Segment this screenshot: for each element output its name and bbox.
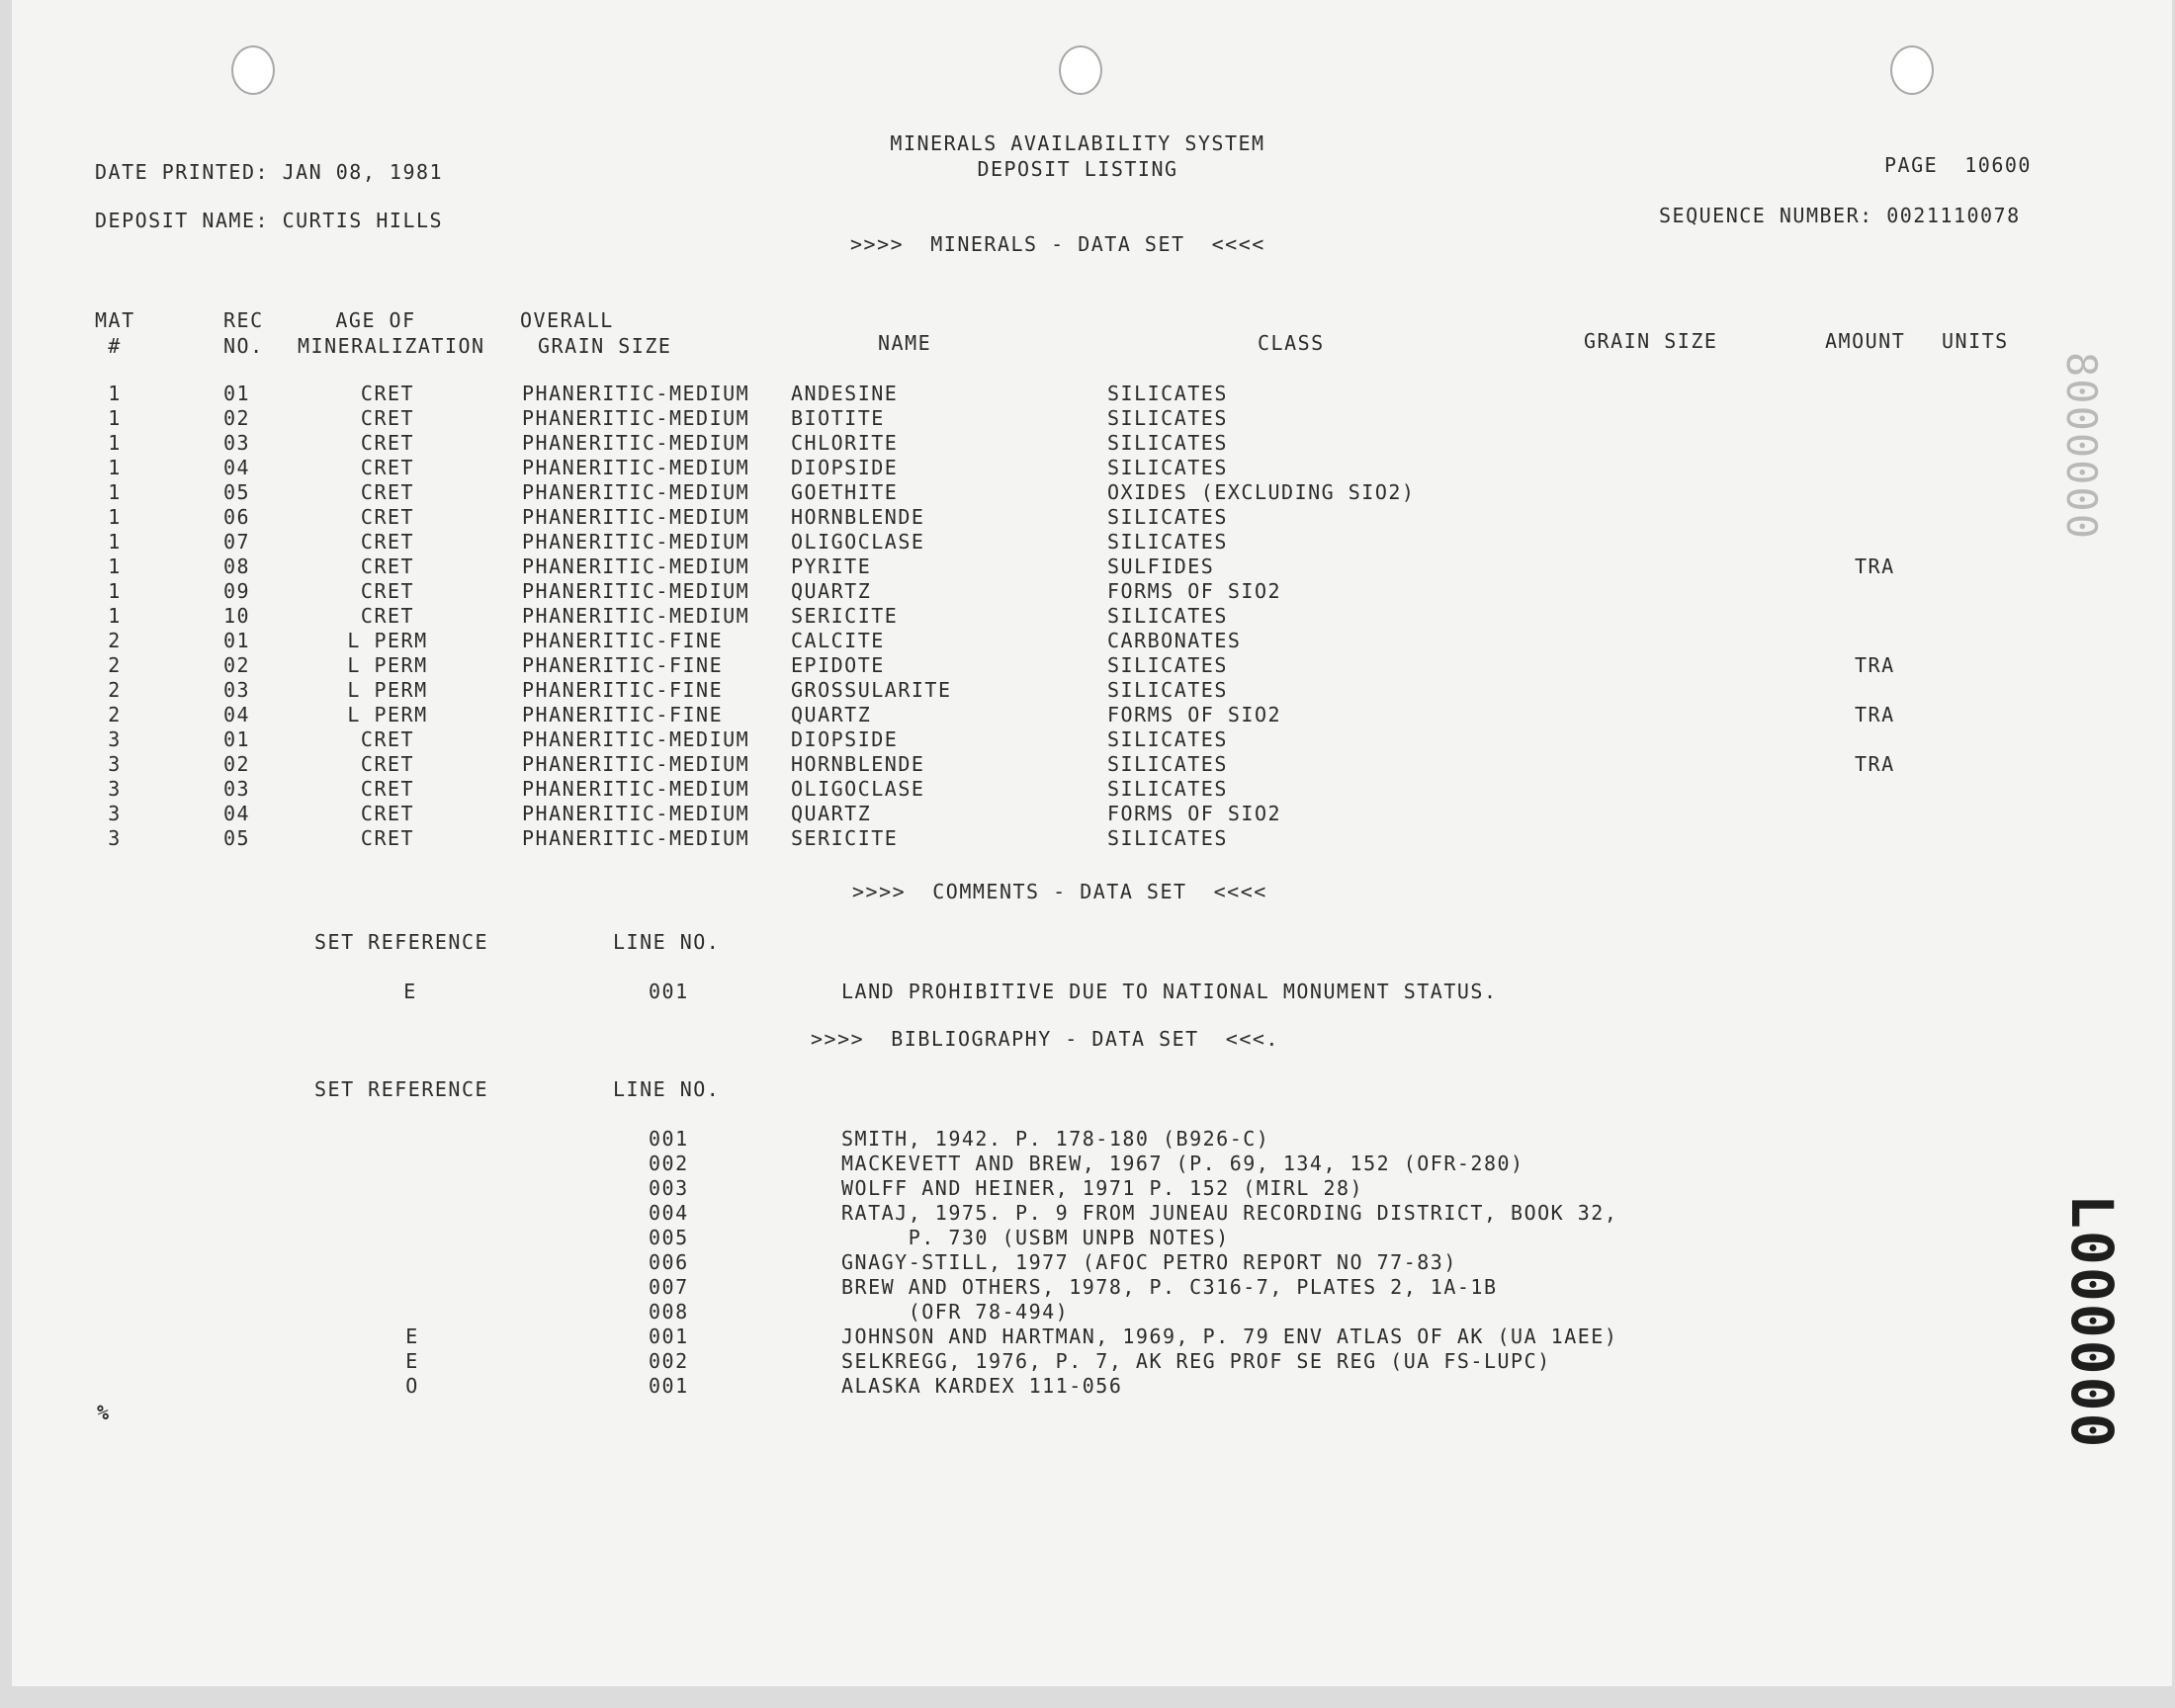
mineral-age-cell: CRET — [360, 406, 415, 430]
mineral-mat-cell: 2 — [108, 629, 122, 652]
sequence-label: SEQUENCE NUMBER: — [1659, 204, 1873, 227]
mineral-class-cell: SILICATES — [1107, 505, 1228, 529]
mineral-mat-cell: 2 — [108, 653, 122, 677]
col-header-class: CLASS — [1258, 331, 1325, 355]
mineral-rec-cell: 03 — [223, 431, 251, 455]
deposit-name — [95, 210, 443, 231]
bibliography-text-cell: BREW AND OTHERS, 1978, P. C316-7, PLATES 2, 1A-1B — [841, 1275, 1498, 1299]
mineral-amount-cell: TRA — [1855, 555, 1895, 578]
mineral-amount-cell: TRA — [1855, 653, 1895, 677]
bibliography-line-cell: 007 — [649, 1275, 689, 1299]
mineral-grain-cell: PHANERITIC-MEDIUM — [522, 505, 750, 529]
bibliography-line-cell: 002 — [649, 1152, 689, 1175]
bibliography-line-cell: 006 — [649, 1250, 689, 1274]
mineral-mat-cell: 1 — [108, 555, 122, 578]
mineral-rec-cell: 05 — [223, 826, 251, 850]
faint-sequence-stamp: 8000000 — [2057, 352, 2106, 542]
mineral-class-cell: SILICATES — [1107, 382, 1228, 405]
mineral-age-cell: CRET — [360, 530, 415, 554]
mineral-age-cell: CRET — [360, 456, 415, 479]
mineral-rec-cell: 04 — [223, 802, 251, 825]
mineral-class-cell: SILICATES — [1107, 406, 1228, 430]
col-header-units: UNITS — [1942, 329, 2009, 353]
bibliography-section-title: >>>> BIBLIOGRAPHY - DATA SET <<<. — [811, 1027, 1279, 1051]
mineral-rec-cell: 08 — [223, 555, 251, 578]
mineral-name-cell: HORNBLENDE — [791, 505, 925, 529]
comment-line-cell: 001 — [649, 980, 689, 1003]
page-label: PAGE — [1884, 153, 1939, 177]
bibliography-text-cell: SMITH, 1942. P. 178-180 (B926-C) — [841, 1127, 1270, 1151]
mineral-age-cell: CRET — [360, 382, 415, 405]
col-header-grain-size: GRAIN SIZE — [538, 334, 672, 358]
mineral-age-cell: CRET — [360, 777, 415, 801]
mineral-grain-cell: PHANERITIC-FINE — [522, 703, 724, 726]
bibliography-text-cell: SELKREGG, 1976, P. 7, AK REG PROF SE REG (UA FS-LUPC) — [841, 1349, 1551, 1373]
mineral-age-cell: CRET — [360, 431, 415, 455]
mineral-mat-cell: 1 — [108, 382, 122, 405]
mineral-age-cell: CRET — [360, 727, 415, 751]
bibliography-text-cell: RATAJ, 1975. P. 9 FROM JUNEAU RECORDING DISTRICT, BOOK 32, — [841, 1201, 1618, 1225]
listing-title: DEPOSIT LISTING — [977, 157, 1178, 181]
mineral-class-cell: SILICATES — [1107, 727, 1228, 751]
col-header-mineralization: MINERALIZATION — [298, 334, 485, 358]
mineral-name-cell: GROSSULARITE — [791, 678, 952, 702]
bibliography-line-cell: 001 — [649, 1127, 689, 1151]
mineral-grain-cell: PHANERITIC-MEDIUM — [522, 752, 750, 776]
comments-line-no-header: LINE NO. — [613, 930, 721, 954]
mineral-age-cell: CRET — [360, 480, 415, 504]
mineral-name-cell: OLIGOCLASE — [791, 777, 925, 801]
bibliography-text-cell: GNAGY-STILL, 1977 (AFOC PETRO REPORT NO 77-83) — [841, 1250, 1457, 1274]
mineral-age-cell: CRET — [360, 604, 415, 628]
mineral-class-cell: SILICATES — [1107, 678, 1228, 702]
col-header-age: AGE OF — [335, 308, 416, 332]
sequence-value: 0021110078 — [1886, 204, 2021, 227]
mineral-age-cell: CRET — [360, 505, 415, 529]
mineral-name-cell: GOETHITE — [791, 480, 899, 504]
bibliography-line-cell: 003 — [649, 1176, 689, 1200]
mineral-age-cell: L PERM — [347, 703, 428, 726]
date-printed-value: JAN 08, 1981 — [282, 160, 444, 184]
mineral-amount-cell: TRA — [1855, 703, 1895, 726]
mineral-name-cell: HORNBLENDE — [791, 752, 925, 776]
mineral-grain-cell: PHANERITIC-MEDIUM — [522, 555, 750, 578]
mineral-name-cell: ANDESINE — [791, 382, 899, 405]
col-header-name: NAME — [878, 331, 932, 355]
mineral-grain-cell: PHANERITIC-MEDIUM — [522, 826, 750, 850]
mineral-rec-cell: 06 — [223, 505, 251, 529]
bibliography-line-cell: 001 — [649, 1324, 689, 1348]
mineral-name-cell: QUARTZ — [791, 703, 872, 726]
system-title: MINERALS AVAILABILITY SYSTEM — [890, 131, 1265, 155]
mineral-name-cell: QUARTZ — [791, 802, 872, 825]
deposit-name-value: CURTIS HILLS — [282, 209, 444, 232]
date-printed — [95, 161, 443, 183]
col-header-overall: OVERALL — [520, 308, 614, 332]
mineral-class-cell: SILICATES — [1107, 752, 1228, 776]
mineral-mat-cell: 3 — [108, 802, 122, 825]
mineral-rec-cell: 04 — [223, 456, 251, 479]
punch-hole — [1059, 45, 1102, 95]
mineral-mat-cell: 1 — [108, 406, 122, 430]
sequence-stamp: L000000 — [2058, 1194, 2126, 1450]
mineral-rec-cell: 02 — [223, 653, 251, 677]
mineral-name-cell: DIOPSIDE — [791, 456, 899, 479]
mineral-grain-cell: PHANERITIC-MEDIUM — [522, 480, 750, 504]
mineral-mat-cell: 1 — [108, 431, 122, 455]
mineral-grain-cell: PHANERITIC-FINE — [522, 678, 724, 702]
date-printed-label: DATE PRINTED: — [95, 160, 270, 184]
bibliography-text-cell: MACKEVETT AND BREW, 1967 (P. 69, 134, 152 (OFR-280) — [841, 1152, 1524, 1175]
mineral-grain-cell: PHANERITIC-MEDIUM — [522, 530, 750, 554]
comments-set-reference-header: SET REFERENCE — [314, 930, 489, 954]
mineral-class-cell: FORMS OF SIO2 — [1107, 579, 1282, 603]
mineral-rec-cell: 02 — [223, 752, 251, 776]
bibliography-line-cell: 004 — [649, 1201, 689, 1225]
bibliography-line-cell: 001 — [649, 1374, 689, 1398]
comment-text-cell: LAND PROHIBITIVE DUE TO NATIONAL MONUMENT STATUS. — [841, 980, 1498, 1003]
mineral-age-cell: L PERM — [347, 653, 428, 677]
mineral-name-cell: SERICITE — [791, 826, 899, 850]
mineral-class-cell: SILICATES — [1107, 604, 1228, 628]
mineral-class-cell: SILICATES — [1107, 530, 1228, 554]
mineral-class-cell: CARBONATES — [1107, 629, 1242, 652]
punch-hole — [1890, 45, 1934, 95]
comments-section-title: >>>> COMMENTS - DATA SET <<<< — [852, 880, 1267, 903]
mineral-rec-cell: 04 — [223, 703, 251, 726]
bibliography-line-no-header: LINE NO. — [613, 1077, 721, 1101]
mineral-mat-cell: 1 — [108, 505, 122, 529]
minerals-section-title: >>>> MINERALS - DATA SET <<<< — [850, 232, 1265, 256]
mineral-mat-cell: 3 — [108, 826, 122, 850]
mineral-age-cell: CRET — [360, 752, 415, 776]
mineral-grain-cell: PHANERITIC-FINE — [522, 629, 724, 652]
mineral-rec-cell: 01 — [223, 727, 251, 751]
footer-mark: % — [97, 1401, 111, 1424]
bibliography-line-cell: 008 — [649, 1300, 689, 1324]
comment-ref-cell: E — [403, 980, 417, 1003]
mineral-rec-cell: 03 — [223, 678, 251, 702]
page-indicator — [1884, 154, 2032, 176]
mineral-class-cell: SILICATES — [1107, 653, 1228, 677]
punch-hole — [231, 45, 275, 95]
col-header-mat: MAT — [95, 308, 135, 332]
deposit-name-label: DEPOSIT NAME: — [95, 209, 270, 232]
col-header-rec: REC — [223, 308, 264, 332]
mineral-name-cell: SERICITE — [791, 604, 899, 628]
col-header-mat-symbol: # — [108, 334, 122, 358]
mineral-class-cell: OXIDES (EXCLUDING SIO2) — [1107, 480, 1416, 504]
mineral-age-cell: L PERM — [347, 629, 428, 652]
mineral-class-cell: SULFIDES — [1107, 555, 1215, 578]
mineral-class-cell: SILICATES — [1107, 456, 1228, 479]
bibliography-text-cell: (OFR 78-494) — [841, 1300, 1070, 1324]
mineral-age-cell: CRET — [360, 826, 415, 850]
bibliography-text-cell: WOLFF AND HEINER, 1971 P. 152 (MIRL 28) — [841, 1176, 1364, 1200]
mineral-grain-cell: PHANERITIC-MEDIUM — [522, 777, 750, 801]
mineral-mat-cell: 2 — [108, 703, 122, 726]
bibliography-line-cell: 005 — [649, 1226, 689, 1249]
mineral-rec-cell: 09 — [223, 579, 251, 603]
mineral-name-cell: OLIGOCLASE — [791, 530, 925, 554]
mineral-mat-cell: 1 — [108, 579, 122, 603]
mineral-name-cell: CALCITE — [791, 629, 885, 652]
mineral-grain-cell: PHANERITIC-MEDIUM — [522, 727, 750, 751]
mineral-mat-cell: 1 — [108, 604, 122, 628]
mineral-rec-cell: 03 — [223, 777, 251, 801]
mineral-grain-cell: PHANERITIC-MEDIUM — [522, 382, 750, 405]
mineral-name-cell: PYRITE — [791, 555, 872, 578]
mineral-mat-cell: 3 — [108, 777, 122, 801]
mineral-class-cell: FORMS OF SIO2 — [1107, 703, 1282, 726]
mineral-rec-cell: 01 — [223, 629, 251, 652]
mineral-class-cell: FORMS OF SIO2 — [1107, 802, 1282, 825]
mineral-mat-cell: 3 — [108, 752, 122, 776]
mineral-grain-cell: PHANERITIC-MEDIUM — [522, 431, 750, 455]
bibliography-line-cell: 002 — [649, 1349, 689, 1373]
mineral-rec-cell: 02 — [223, 406, 251, 430]
mineral-grain-cell: PHANERITIC-FINE — [522, 653, 724, 677]
mineral-mat-cell: 1 — [108, 530, 122, 554]
mineral-age-cell: CRET — [360, 555, 415, 578]
mineral-amount-cell: TRA — [1855, 752, 1895, 776]
mineral-mat-cell: 2 — [108, 678, 122, 702]
sequence-number — [1659, 205, 2021, 226]
bibliography-ref-cell: O — [405, 1374, 419, 1398]
col-header-grain-size-2: GRAIN SIZE — [1584, 329, 1718, 353]
mineral-name-cell: BIOTITE — [791, 406, 885, 430]
bibliography-text-cell: ALASKA KARDEX 111-056 — [841, 1374, 1123, 1398]
bibliography-ref-cell: E — [405, 1349, 419, 1373]
mineral-class-cell: SILICATES — [1107, 777, 1228, 801]
mineral-name-cell: QUARTZ — [791, 579, 872, 603]
mineral-age-cell: CRET — [360, 802, 415, 825]
bibliography-ref-cell: E — [405, 1324, 419, 1348]
mineral-rec-cell: 05 — [223, 480, 251, 504]
mineral-rec-cell: 07 — [223, 530, 251, 554]
col-header-amount: AMOUNT — [1825, 329, 1906, 353]
mineral-grain-cell: PHANERITIC-MEDIUM — [522, 604, 750, 628]
bibliography-set-reference-header: SET REFERENCE — [314, 1077, 489, 1101]
mineral-rec-cell: 10 — [223, 604, 251, 628]
mineral-mat-cell: 3 — [108, 727, 122, 751]
mineral-name-cell: EPIDOTE — [791, 653, 885, 677]
bibliography-text-cell: P. 730 (USBM UNPB NOTES) — [841, 1226, 1230, 1249]
mineral-rec-cell: 01 — [223, 382, 251, 405]
mineral-name-cell: DIOPSIDE — [791, 727, 899, 751]
mineral-mat-cell: 1 — [108, 456, 122, 479]
mineral-name-cell: CHLORITE — [791, 431, 899, 455]
mineral-grain-cell: PHANERITIC-MEDIUM — [522, 802, 750, 825]
mineral-mat-cell: 1 — [108, 480, 122, 504]
bibliography-text-cell: JOHNSON AND HARTMAN, 1969, P. 79 ENV ATLAS OF AK (UA 1AEE) — [841, 1324, 1618, 1348]
mineral-grain-cell: PHANERITIC-MEDIUM — [522, 406, 750, 430]
mineral-grain-cell: PHANERITIC-MEDIUM — [522, 579, 750, 603]
mineral-grain-cell: PHANERITIC-MEDIUM — [522, 456, 750, 479]
mineral-class-cell: SILICATES — [1107, 826, 1228, 850]
mineral-age-cell: CRET — [360, 579, 415, 603]
page-number: 10600 — [1964, 153, 2032, 177]
mineral-age-cell: L PERM — [347, 678, 428, 702]
mineral-class-cell: SILICATES — [1107, 431, 1228, 455]
col-header-rec-no: NO. — [223, 334, 264, 358]
